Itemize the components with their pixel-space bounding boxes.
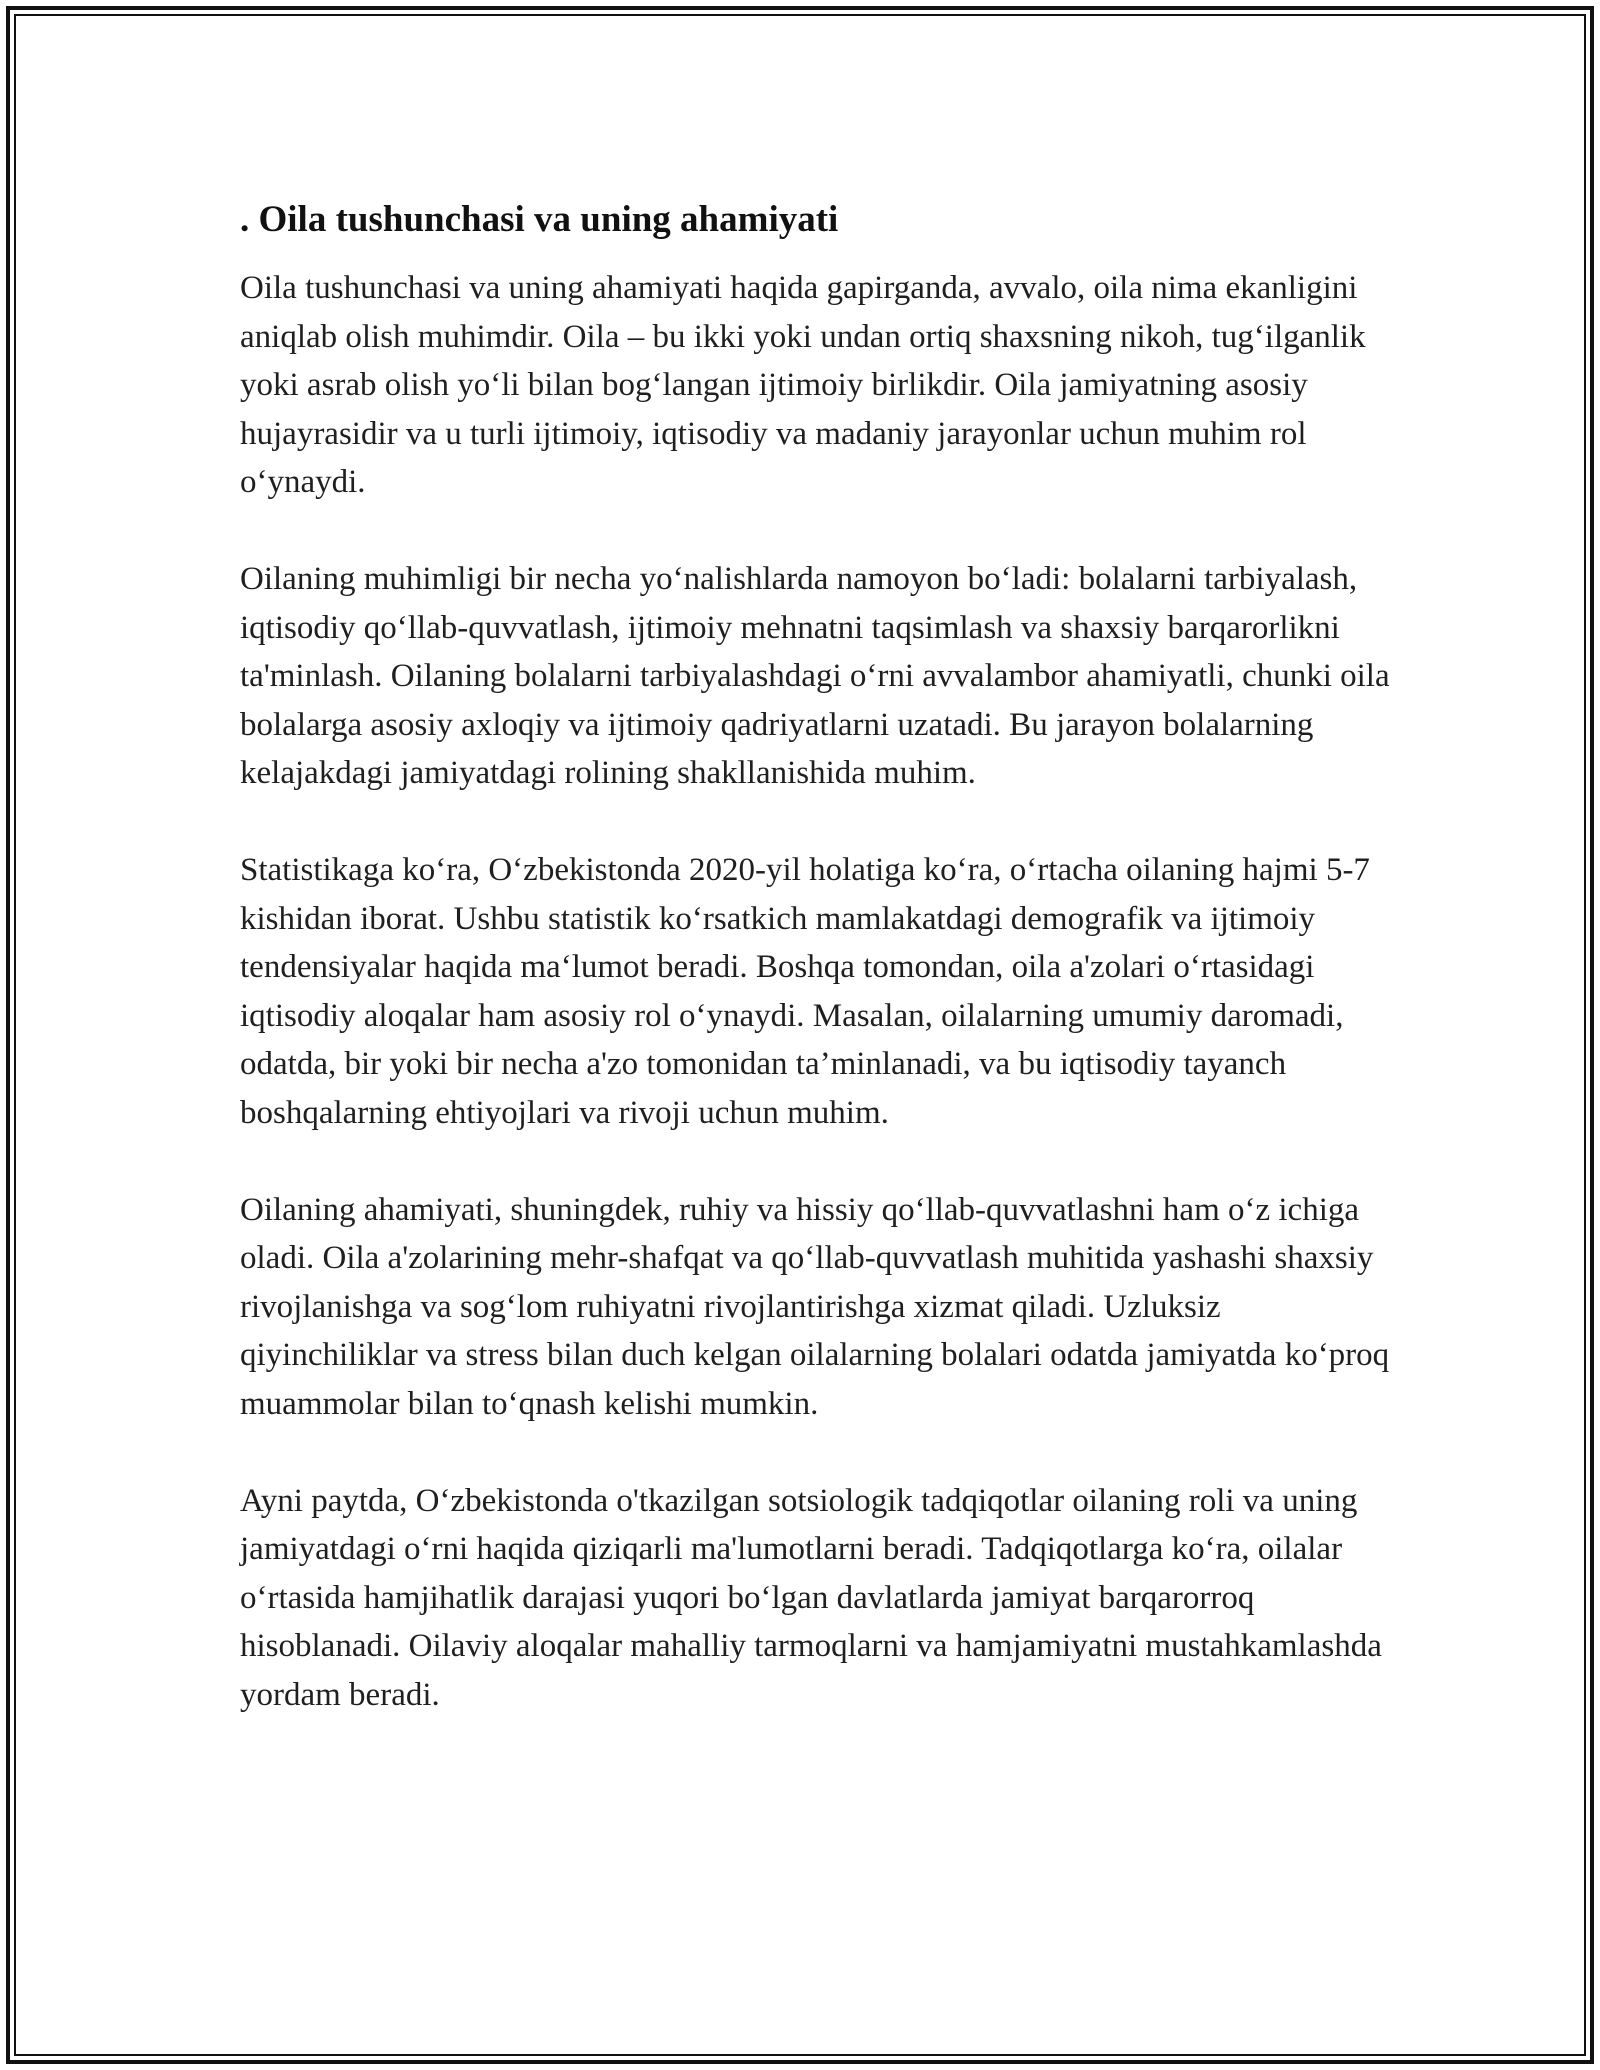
section-heading: . Oila tushunchasi va uning ahamiyati: [240, 199, 839, 240]
paragraph-definition: Oila tushunchasi va uning ahamiyati haqida gapirganda, avvalo, oila nima ekanligini aniqlab olish muhimdir. Oila – bu ikki yoki undan ortiq shaxsning nikoh, tug‘ilganlik yoki asrab olish yo‘li bilan bog‘langan ijtimoiy birlikdir. Oila jamiyatning asosiy hujayrasidir va u turli ijtimoiy, iqtisodiy va madaniy jarayonlar uchun muhim rol o‘ynaydi.: [240, 270, 1366, 500]
paragraph-importance: Oilaning muhimligi bir necha yo‘nalishlarda namoyon bo‘ladi: bolalarni tarbiyalash, iqtisodiy qo‘llab-quvvatlash, ijtimoiy mehnatni taqsimlash va shaxsiy barqarorlikni ta'minlash. Oilaning bolalarni tarbiyalashdagi o‘rni avvalambor ahamiyatli, chunki oila bolalarga asosiy axloqiy va ijtimoiy qadriyatlarni uzatadi. Bu jarayon bolalarning kelajakdagi jamiyatdagi rolining shakllanishida muhim.: [240, 561, 1390, 791]
document-body: [240, 196, 1390, 1768]
paragraph-research: Ayni paytda, O‘zbekistonda o'tkazilgan sotsiologik tadqiqotlar oilaning roli va uning jamiyatdagi o‘rni haqida qiziqarli ma'lumotlarni beradi. Tadqiqotlarga ko‘ra, oilalar o‘rtasida hamjihatlik darajasi yuqori bo‘lgan davlatlarda jamiyat barqarorroq hisoblanadi. Oilaviy aloqalar mahalliy tarmoqlarni va hamjamiyatni mustahkamlashda yordam beradi.: [240, 1482, 1382, 1713]
paragraph-statistics: Statistikaga ko‘ra, O‘zbekistonda 2020-yil holatiga ko‘ra, o‘rtacha oilaning hajmi 5-7 kishidan iborat. Ushbu statistik ko‘rsatkich mamlakatdagi demografik va ijtimoiy tendensiyalar haqida ma‘lumot beradi. Boshqa tomondan, oila a'zolari o‘rtasidagi iqtisodiy aloqalar ham asosiy rol o‘ynaydi. Masalan, oilalarning umumiy daromadi, odatda, bir yoki bir necha a'zo tomonidan ta’minlanadi, va bu iqtisodiy tayanch boshqalarning ehtiyojlari va rivoji uchun muhim.: [240, 852, 1370, 1131]
page-border-outer: [6, 6, 1594, 2064]
paragraph-emotional-support: Oilaning ahamiyati, shuningdek, ruhiy va hissiy qo‘llab-quvvatlashni ham o‘z ichiga oladi. Oila a'zolarining mehr-shafqat va qo‘llab-quvvatlash muhitida yashashi shaxsiy rivojlanishga va sog‘lom ruhiyatni rivojlantirishga xizmat qiladi. Uzluksiz qiyinchiliklar va stress bilan duch kelgan oilalarning bolalari odatda jamiyatda ko‘proq muammolar bilan to‘qnash kelishi mumkin.: [240, 1191, 1390, 1422]
page-border-inner: [14, 14, 1586, 2056]
